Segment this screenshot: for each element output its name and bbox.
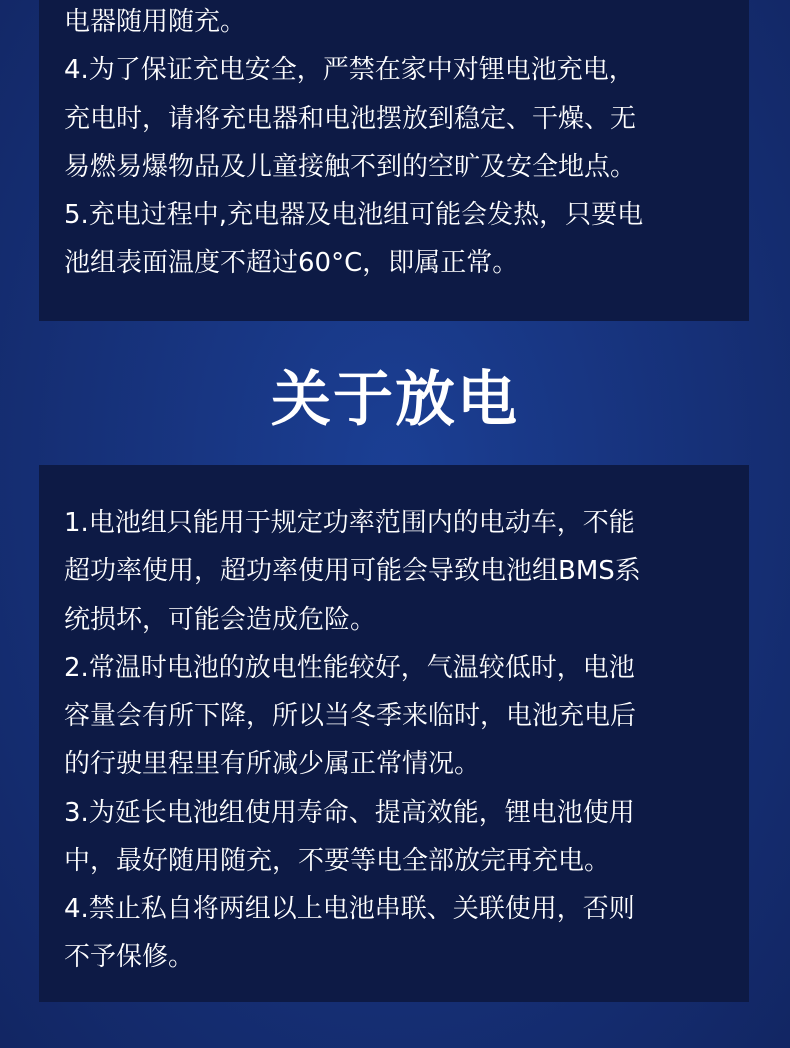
charging-notes-panel bbox=[39, 0, 749, 321]
charging-note-line: 5.充电过程中,充电器及电池组可能会发热，只要电 bbox=[64, 200, 644, 230]
charging-note-line: 电器随用随充。 bbox=[64, 7, 247, 37]
discharge-note-line: 容量会有所下降，所以当冬季来临时，电池充电后 bbox=[64, 701, 637, 731]
discharge-note-line: 4.禁止私自将两组以上电池串联、关联使用，否则 bbox=[64, 894, 635, 924]
charging-note-line: 4.为了保证充电安全，严禁在家中对锂电池充电， bbox=[64, 55, 635, 85]
discharge-note-line: 的行驶里程里有所减少属正常情况。 bbox=[64, 749, 481, 779]
discharge-note-line: 统损坏，可能会造成危险。 bbox=[64, 605, 377, 635]
discharge-note-line: 不予保修。 bbox=[64, 942, 195, 972]
charging-note-line: 易燃易爆物品及儿童接触不到的空旷及安全地点。 bbox=[64, 152, 637, 182]
discharge-note-line: 1.电池组只能用于规定功率范围内的电动车，不能 bbox=[64, 508, 635, 538]
discharge-note-line: 超功率使用，超功率使用可能会导致电池组BMS系 bbox=[64, 556, 641, 586]
discharge-note-line: 3.为延长电池组使用寿命、提高效能，锂电池使用 bbox=[64, 798, 635, 828]
discharge-note-line: 中，最好随用随充，不要等电全部放完再充电。 bbox=[64, 846, 611, 876]
discharge-note-line: 2.常温时电池的放电性能较好，气温较低时，电池 bbox=[64, 653, 635, 683]
discharge-notes-panel bbox=[39, 465, 749, 1002]
charging-note-line: 池组表面温度不超过60°C，即属正常。 bbox=[64, 248, 519, 278]
discharge-section-title: 关于放电 bbox=[271, 365, 519, 435]
charging-note-line: 充电时，请将充电器和电池摆放到稳定、干燥、无 bbox=[64, 104, 637, 134]
